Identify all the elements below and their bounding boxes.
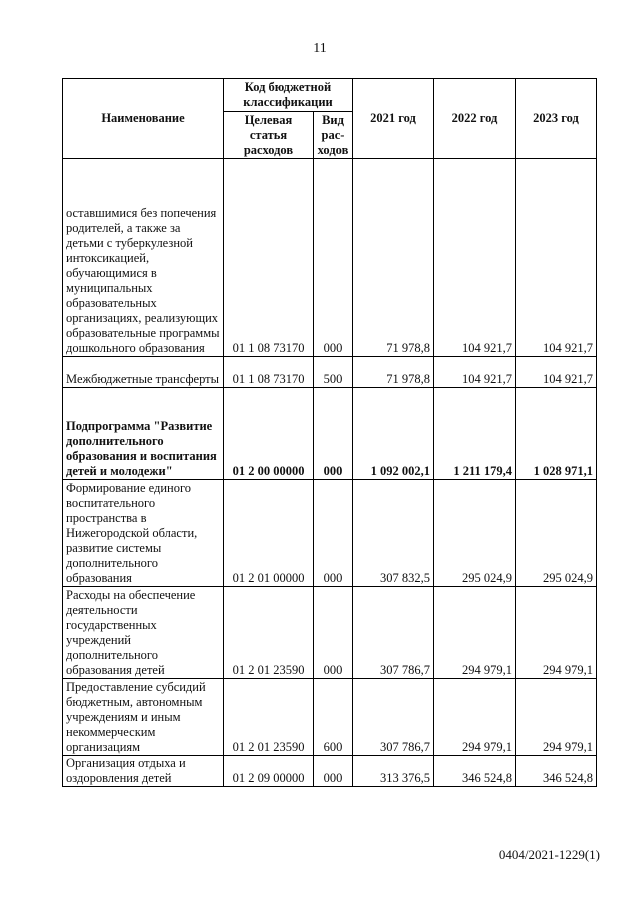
row-name: Формирование единого воспитательного пространства в Нижегородской области, развитие системы дополнительного образования (63, 480, 224, 587)
row-value-2021: 71 978,8 (353, 357, 434, 388)
row-value-2023: 104 921,7 (516, 357, 597, 388)
row-name: Предоставление субсидий бюджетным, автономным учреждениям и иным некоммерческим организациям (63, 679, 224, 756)
row-value-2023: 295 024,9 (516, 480, 597, 587)
row-value-2023: 346 524,8 (516, 756, 597, 787)
row-target-code: 01 1 08 73170 (224, 357, 314, 388)
table-row (63, 159, 597, 357)
row-name: оставшимися без попечения родителей, а также за детьми с туберкулезной интоксикацией, обучающимися в муниципальных образовательных организациях, реализующих образовательные программы дошкольного образования (63, 159, 224, 357)
row-value-2021: 71 978,8 (353, 159, 434, 357)
table-row (63, 480, 597, 587)
row-value-2021: 313 376,5 (353, 756, 434, 787)
row-target-code: 01 1 08 73170 (224, 159, 314, 357)
header-name: Наименование (63, 79, 224, 159)
row-value-2023: 294 979,1 (516, 587, 597, 679)
budget-table (62, 78, 597, 787)
row-value-2022: 1 211 179,4 (434, 388, 516, 480)
row-target-code: 01 2 01 00000 (224, 480, 314, 587)
row-value-2021: 307 832,5 (353, 480, 434, 587)
row-value-2022: 104 921,7 (434, 357, 516, 388)
row-name: Организация отдыха и оздоровления детей (63, 756, 224, 787)
table-row (63, 756, 597, 787)
row-expense-type: 500 (314, 357, 353, 388)
header-classification-code: Код бюджетной классификации (224, 79, 353, 112)
document-id: 0404/2021-1229(1) (498, 847, 600, 862)
row-name: Межбюджетные трансферты (63, 357, 224, 388)
row-expense-type: 000 (314, 388, 353, 480)
row-expense-type: 000 (314, 480, 353, 587)
row-value-2021: 307 786,7 (353, 679, 434, 756)
row-value-2022: 346 524,8 (434, 756, 516, 787)
row-expense-type: 600 (314, 679, 353, 756)
row-value-2021: 307 786,7 (353, 587, 434, 679)
page-number: 11 (313, 41, 327, 56)
row-target-code: 01 2 00 00000 (224, 388, 314, 480)
row-value-2022: 294 979,1 (434, 587, 516, 679)
table-row-subprogram (63, 388, 597, 480)
row-value-2022: 294 979,1 (434, 679, 516, 756)
header-year-2021: 2021 год (353, 79, 434, 159)
row-name: Подпрограмма "Развитие дополнительного образования и воспитания детей и молодежи" (63, 388, 224, 480)
row-target-code: 01 2 01 23590 (224, 679, 314, 756)
header-expense-type: Вид рас-ходов (314, 112, 353, 159)
row-value-2023: 104 921,7 (516, 159, 597, 357)
row-value-2023: 294 979,1 (516, 679, 597, 756)
table-row (63, 587, 597, 679)
row-value-2022: 104 921,7 (434, 159, 516, 357)
row-value-2022: 295 024,9 (434, 480, 516, 587)
header-target-article: Целевая статья расходов (224, 112, 314, 159)
row-value-2021: 1 092 002,1 (353, 388, 434, 480)
row-expense-type: 000 (314, 587, 353, 679)
row-value-2023: 1 028 971,1 (516, 388, 597, 480)
header-year-2023: 2023 год (516, 79, 597, 159)
row-name: Расходы на обеспечение деятельности государственных учреждений дополнительного образования детей (63, 587, 224, 679)
row-target-code: 01 2 01 23590 (224, 587, 314, 679)
table-row (63, 357, 597, 388)
row-target-code: 01 2 09 00000 (224, 756, 314, 787)
row-expense-type: 000 (314, 159, 353, 357)
table-row (63, 679, 597, 756)
header-year-2022: 2022 год (434, 79, 516, 159)
row-expense-type: 000 (314, 756, 353, 787)
